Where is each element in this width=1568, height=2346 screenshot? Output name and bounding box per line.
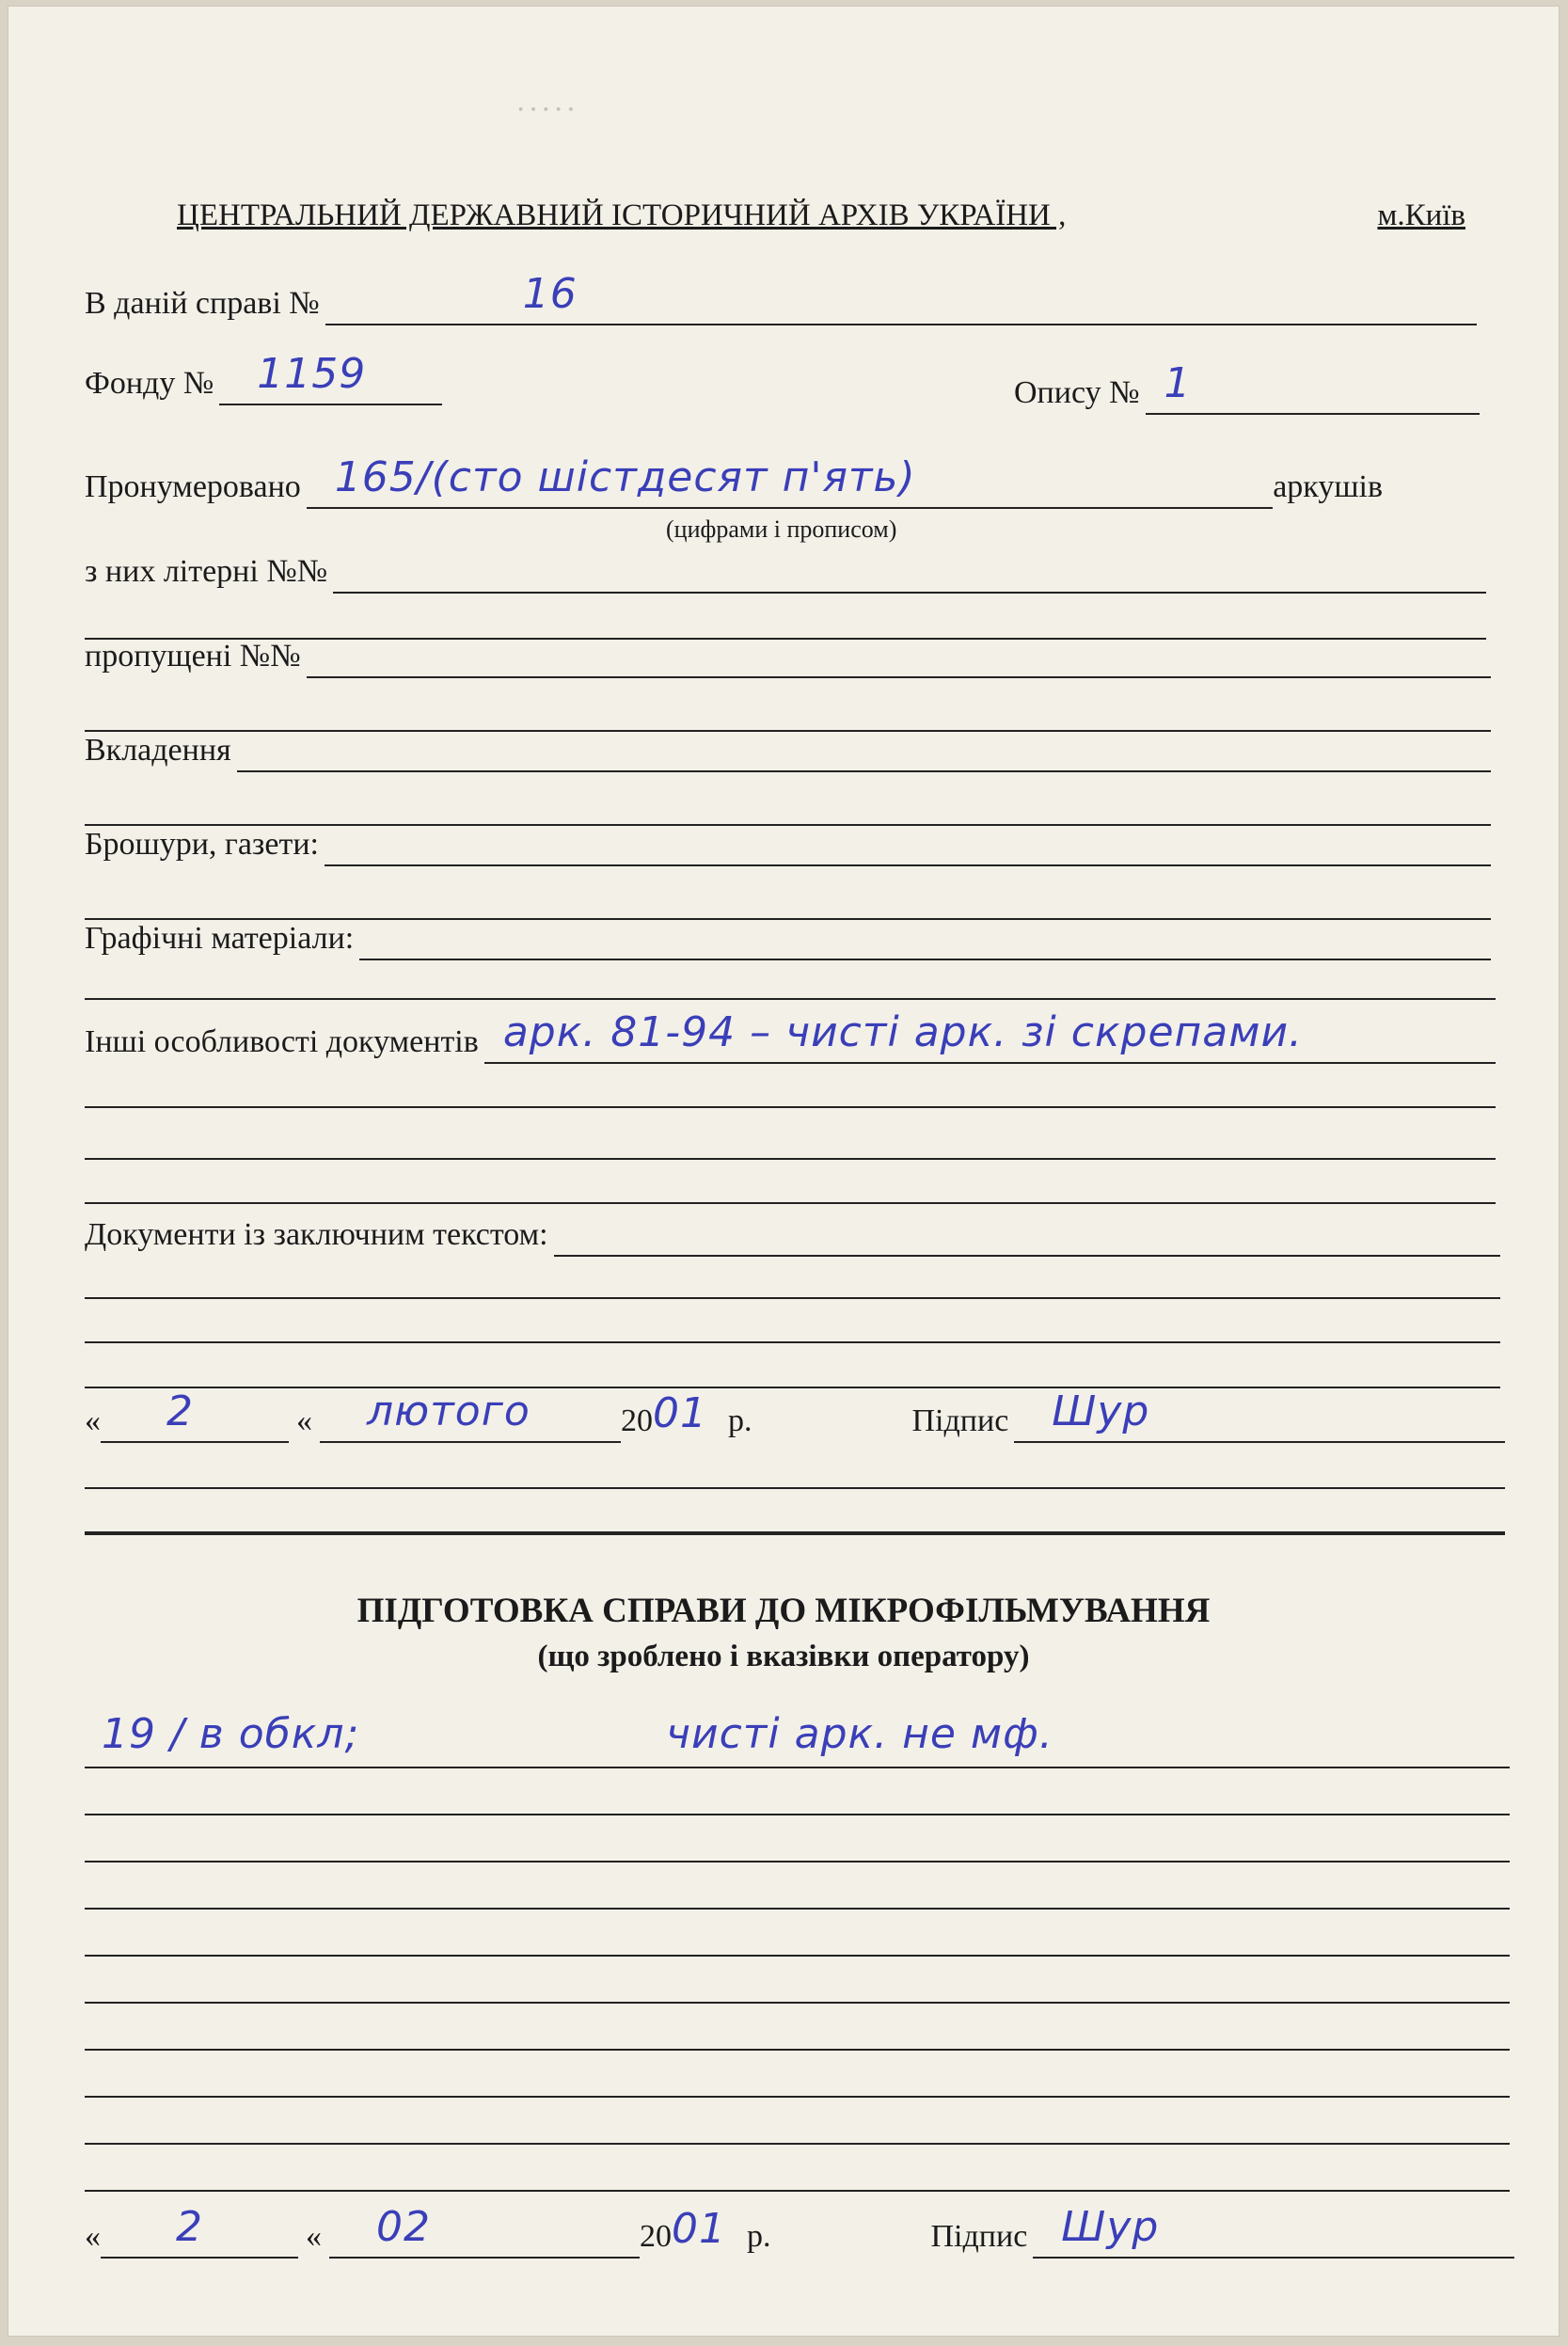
graphics-field[interactable] xyxy=(359,917,1491,960)
literal-row xyxy=(85,547,1486,594)
section-subtitle: (що зроблено і вказівки оператору) xyxy=(537,1640,1030,1673)
case-label: В даній справі № xyxy=(85,286,320,321)
date-row-2 xyxy=(85,2203,1514,2259)
form-line xyxy=(85,998,1496,1000)
enclosure-label: Вкладення xyxy=(85,733,231,768)
form-line xyxy=(85,1341,1500,1343)
opys-field[interactable] xyxy=(1146,359,1480,415)
section-divider xyxy=(85,1531,1505,1535)
form-line xyxy=(85,2002,1510,2004)
year-handwritten: 01 xyxy=(653,1389,707,1437)
year-abbr: р. xyxy=(747,2219,771,2254)
opys-label: Опису № xyxy=(1014,375,1140,410)
form-line xyxy=(85,1814,1510,1815)
day-handwritten: 2 xyxy=(166,1387,194,1435)
form-line xyxy=(85,2096,1510,2098)
brochures-field[interactable] xyxy=(325,823,1491,866)
graphics-label: Графічні матеріали: xyxy=(85,921,355,956)
case-number-handwritten: 16 xyxy=(522,270,578,318)
numbered-value-handwritten: 165/(сто шістдесят п'ять) xyxy=(334,453,916,501)
month-handwritten: лютого xyxy=(367,1387,531,1435)
opys-row xyxy=(1014,359,1480,415)
form-line xyxy=(85,1861,1510,1863)
signature-label: Підпис xyxy=(911,1403,1009,1438)
form-line xyxy=(85,2049,1510,2051)
form-line xyxy=(85,1297,1500,1299)
fond-number-handwritten: 1159 xyxy=(257,350,367,398)
year-field[interactable] xyxy=(672,2205,728,2259)
prep-note-2-handwritten: чисті арк. не мф. xyxy=(666,1710,1053,1758)
skipped-label: пропущені №№ xyxy=(85,639,301,674)
skipped-field[interactable] xyxy=(307,635,1491,678)
quote-mark: « xyxy=(85,1403,101,1438)
fond-row xyxy=(85,350,442,405)
enclosure-row xyxy=(85,725,1491,772)
form-header xyxy=(177,198,1465,233)
numbered-hint: (цифрами і прописом) xyxy=(666,515,897,543)
other-row xyxy=(85,1008,1496,1064)
form-line xyxy=(85,2143,1510,2145)
other-label: Інші особливості документів xyxy=(85,1024,479,1059)
day-field[interactable] xyxy=(101,1387,289,1443)
numbered-suffix: аркушів xyxy=(1273,469,1383,504)
quote-mark: « xyxy=(296,1403,312,1438)
form-line xyxy=(85,1487,1505,1489)
year-prefix: 20 xyxy=(640,2219,672,2254)
archive-form-sheet xyxy=(8,6,1560,2337)
section-title: ПІДГОТОВКА СПРАВИ ДО МІКРОФІЛЬМУВАННЯ xyxy=(356,1592,1211,1630)
city: м.Київ xyxy=(1377,198,1465,232)
month-field[interactable] xyxy=(329,2203,640,2259)
final-text-label: Документи із заключним текстом: xyxy=(85,1217,548,1252)
case-field[interactable] xyxy=(325,270,1477,325)
form-line xyxy=(85,1158,1496,1160)
numbered-field[interactable] xyxy=(307,453,1273,509)
quote-mark: « xyxy=(306,2219,322,2254)
fond-label: Фонду № xyxy=(85,366,214,401)
signature-handwritten: Шур xyxy=(1061,2203,1160,2251)
signature-label: Підпис xyxy=(930,2219,1028,2254)
fond-field[interactable] xyxy=(219,350,442,405)
numbered-row xyxy=(85,453,1383,509)
skipped-row xyxy=(85,631,1491,678)
year-prefix: 20 xyxy=(621,1403,653,1438)
archive-name: ЦЕНТРАЛЬНИЙ ДЕРЖАВНИЙ ІСТОРИЧНИЙ АРХІВ УКРАЇНИ , xyxy=(177,198,1067,232)
signature-field[interactable] xyxy=(1014,1387,1505,1443)
brochures-label: Брошури, газети: xyxy=(85,827,319,862)
form-line xyxy=(85,1387,1500,1388)
brochures-row xyxy=(85,819,1491,866)
opys-number-handwritten: 1 xyxy=(1164,359,1192,407)
bleed-through-text: ····· xyxy=(515,91,578,126)
form-line xyxy=(85,2190,1510,2192)
date-row-1 xyxy=(85,1387,1505,1443)
case-row xyxy=(85,270,1477,325)
graphics-row xyxy=(85,913,1491,960)
quote-mark: « xyxy=(85,2219,101,2254)
final-text-field[interactable] xyxy=(554,1213,1500,1257)
day-handwritten: 2 xyxy=(176,2203,203,2251)
signature-field[interactable] xyxy=(1033,2203,1514,2259)
year-field[interactable] xyxy=(653,1389,709,1443)
enclosure-field[interactable] xyxy=(237,729,1491,772)
year-abbr: р. xyxy=(728,1403,752,1438)
other-value-handwritten: арк. 81-94 – чисті арк. зі скрепами. xyxy=(502,1008,1304,1056)
form-line xyxy=(85,1106,1496,1108)
literal-label: з них літерні №№ xyxy=(85,554,328,589)
final-text-row xyxy=(85,1210,1500,1257)
form-line xyxy=(85,1908,1510,1910)
other-field[interactable] xyxy=(484,1008,1496,1064)
numbered-label: Пронумеровано xyxy=(85,469,301,504)
form-line xyxy=(85,1202,1496,1204)
month-handwritten: 02 xyxy=(376,2203,431,2251)
note-line xyxy=(85,1767,1510,1768)
day-field[interactable] xyxy=(101,2203,298,2259)
form-line xyxy=(85,1955,1510,1957)
year-handwritten: 01 xyxy=(672,2205,726,2253)
signature-handwritten: Шур xyxy=(1052,1387,1150,1435)
month-field[interactable] xyxy=(320,1387,621,1443)
literal-field[interactable] xyxy=(333,550,1486,594)
prep-note-1-handwritten: 19 / в обкл; xyxy=(102,1710,360,1758)
